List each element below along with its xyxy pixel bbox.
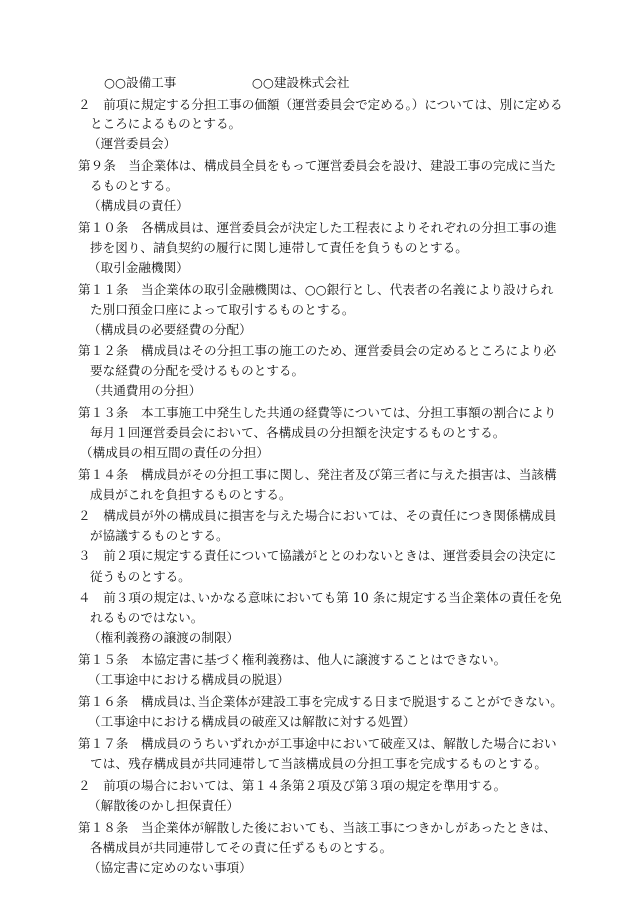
text-line: ２ 前項に規定する分担工事の価額（運営委員会で定める。）については、別に定める <box>78 97 563 112</box>
text-line: ２ 前項の場合においては、第１４条第２項及び第３項の規定を準用する。 <box>78 778 507 793</box>
text-line: 第１１条 当企業体の取引金融機関は、○○銀行とし、代表者の名義により設けられ <box>78 282 554 297</box>
text-line: 従うものとする。 <box>90 569 191 584</box>
section-heading: （構成員の責任） <box>88 198 189 213</box>
text-line: が協議するものとする。 <box>90 528 229 543</box>
text-line: 第１８条 当企業体が解散した後においても、当該工事につきかしがあったときは、 <box>78 820 557 835</box>
text-line: 第１４条 構成員がその分担工事に関し、発注者及び第三者に与えた損害は、当該構 <box>78 467 557 482</box>
text-line: 第１３条 本工事施工中発生した共通の経費等については、分担工事額の割合により <box>78 405 557 420</box>
text-line: ３ 前２項に規定する責任について協議がととのわないときは、運営委員会の決定に <box>78 548 557 563</box>
text-line: 第１７条 構成員のうちいずれかが工事途中において破産又は、解散した場合におい <box>78 736 557 751</box>
text-line: るものとする。 <box>90 178 179 193</box>
section-heading: （取引金融機関） <box>88 260 189 275</box>
text-line: 第９条 当企業体は、構成員全員をもって運営委員会を設け、建設工事の完成に当た <box>78 158 557 173</box>
text-line: 要な経費の分配を受けるものとする。 <box>90 363 305 378</box>
text-line: 第１２条 構成員はその分担工事の施工のため、運営委員会の定めるところにより必 <box>78 343 557 358</box>
text-line: 第１５条 本協定書に基づく権利義務は、他人に譲渡することはできない。 <box>78 652 507 667</box>
section-heading: （工事途中における構成員の脱退） <box>88 672 290 687</box>
text-line: ○○設備工事 ○○建設株式会社 <box>104 75 350 90</box>
text-line: ４ 前３項の規定は､いかなる意味においても第 10 条に規定する当企業体の責任を免 <box>78 590 562 605</box>
section-heading: （共通費用の分担） <box>88 383 202 398</box>
text-line: れるものではない。 <box>90 610 204 625</box>
section-heading: （構成員の相互間の責任の分担） <box>80 445 269 460</box>
text-line: た別口預金口座によって取引するものとする。 <box>90 302 355 317</box>
section-heading: （工事途中における構成員の破産又は解散に対する処置） <box>88 714 416 729</box>
section-heading: （権利義務の譲渡の制限） <box>88 630 240 645</box>
text-line: ところによるものとする。 <box>90 116 242 131</box>
text-line: 第１０条 各構成員は、運営委員会が決定した工程表によりそれぞれの分担工事の進 <box>78 220 557 235</box>
section-heading: （協定書に定めのない事項） <box>88 860 252 875</box>
text-line: 成員がこれを負担するものとする。 <box>90 487 292 502</box>
text-line: ２ 構成員が外の構成員に損害を与えた場合においては、その責任につき関係構成員 <box>78 508 557 523</box>
text-line: 第１６条 構成員は､当企業体が建設工事を完成する日まで脱退することができない。 <box>78 694 563 709</box>
section-heading: （解散後のかし担保責任） <box>88 798 240 813</box>
text-line: 捗を図り、請負契約の履行に関し連帯して責任を負うものとする。 <box>90 240 468 255</box>
section-heading: （運営委員会） <box>88 136 177 151</box>
text-line: 各構成員が共同連帯してその責に任ずるものとする。 <box>90 840 393 855</box>
text-line: ては、残存構成員が共同連帯して当該構成員の分担工事を完成するものとする。 <box>90 756 548 771</box>
section-heading: （構成員の必要経費の分配） <box>88 322 252 337</box>
text-line: 毎月１回運営委員会において、各構成員の分担額を決定するものとする。 <box>90 425 506 440</box>
